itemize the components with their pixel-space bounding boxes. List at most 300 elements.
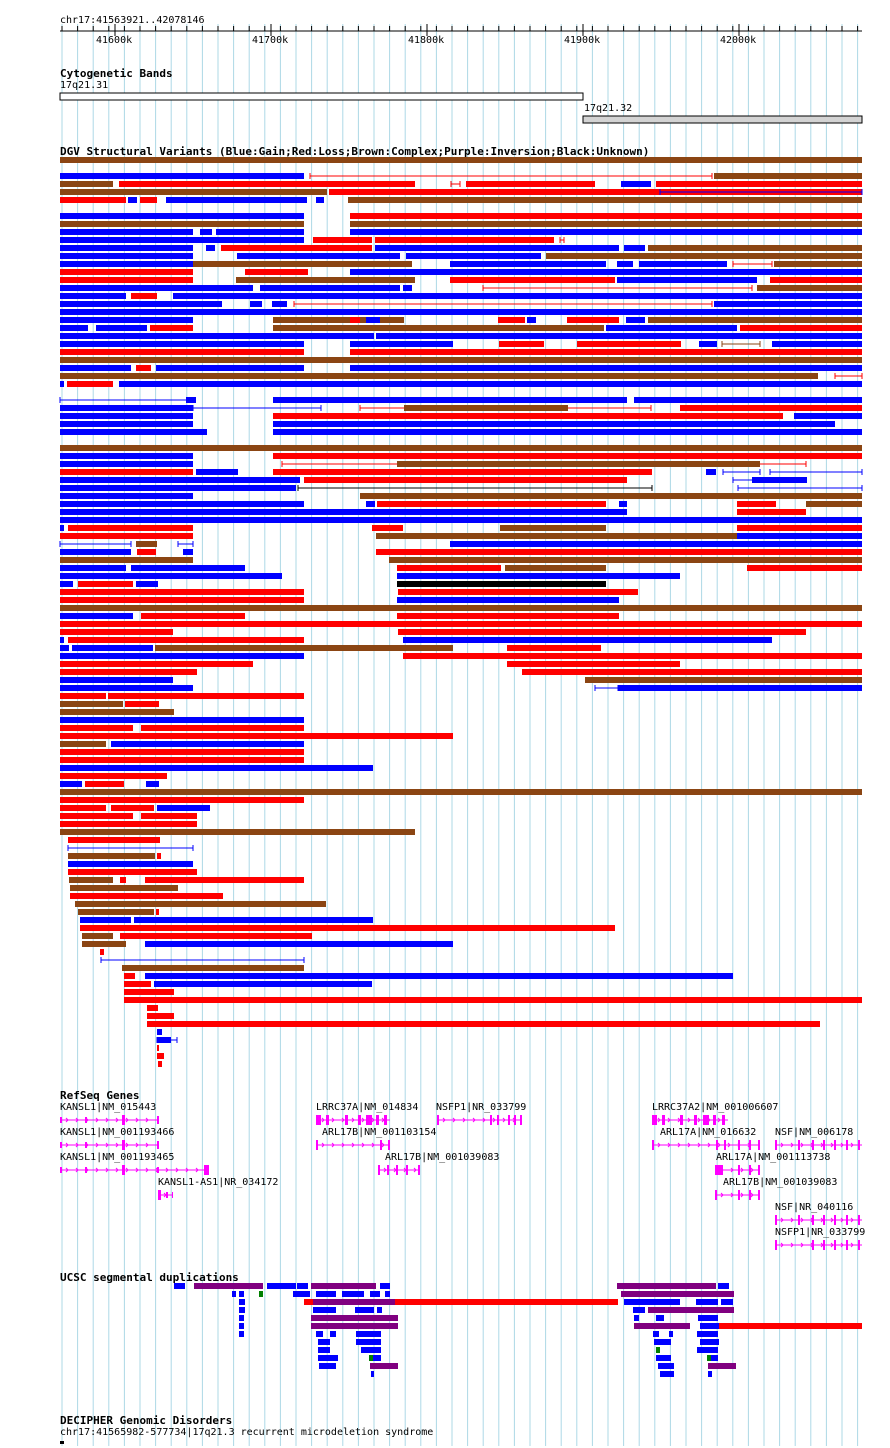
dgv-variant-bar xyxy=(507,645,601,651)
dgv-variant-bar xyxy=(122,965,304,971)
dgv-variant-bar xyxy=(60,453,193,459)
dgv-variant-bar xyxy=(147,1013,174,1019)
dgv-variant-bar xyxy=(147,1021,820,1027)
dgv-variant-bar xyxy=(60,293,126,299)
dgv-variant-bar xyxy=(206,245,215,251)
dgv-variant-bar xyxy=(60,253,193,259)
dgv-variant-bar xyxy=(60,565,126,571)
gene-exon xyxy=(775,1140,777,1150)
segdup-block xyxy=(624,1299,680,1305)
gene-exon xyxy=(758,1140,760,1150)
dgv-variant-bar xyxy=(60,813,133,819)
dgv-variant-bar xyxy=(250,301,262,307)
dgv-variant-bar xyxy=(145,941,453,947)
dgv-variant-bar xyxy=(60,277,193,283)
dgv-variant-bar xyxy=(120,877,126,883)
segdup-block xyxy=(373,1355,381,1361)
gene-exon xyxy=(846,1215,848,1225)
segdup-block xyxy=(700,1339,719,1345)
dgv-variant-bar xyxy=(60,269,193,275)
gene-label[interactable]: ARL17B|NM_001039083 xyxy=(723,1177,838,1188)
dgv-variant-bar xyxy=(740,325,862,331)
gene-exon xyxy=(85,1142,87,1148)
gene-exon xyxy=(378,1165,380,1175)
dgv-variant-bar xyxy=(60,789,862,795)
dgv-variant-bar xyxy=(68,637,304,643)
dgv-variant-bar xyxy=(648,245,862,251)
decipher-entry-label[interactable]: chr17:41565982-577734|17q21.3 recurrent microdeletion syndrome xyxy=(60,1427,434,1438)
dgv-variant-bar xyxy=(131,565,245,571)
dgv-variant-bar xyxy=(60,477,300,483)
gene-label[interactable]: KANSL1|NM_001193465 xyxy=(60,1152,175,1163)
gene-exon xyxy=(749,1165,751,1175)
dgv-variant-bar xyxy=(60,637,64,643)
segdup-block xyxy=(313,1299,395,1305)
gene-exon xyxy=(380,1140,382,1150)
dgv-variant-bar xyxy=(60,317,193,323)
dgv-variant-bar xyxy=(60,341,304,347)
gene-exon xyxy=(122,1165,125,1175)
dgv-variant-bar xyxy=(60,693,106,699)
dgv-variant-bar xyxy=(656,181,862,187)
decipher-feature xyxy=(60,1441,64,1444)
dgv-variant-bar xyxy=(60,365,131,371)
dgv-variant-bar xyxy=(699,341,717,347)
dgv-variant-bar xyxy=(60,213,304,219)
segdup-block xyxy=(707,1355,711,1361)
segdup-block xyxy=(633,1307,645,1313)
gene-exon xyxy=(823,1140,825,1150)
dgv-variant-bar xyxy=(737,525,862,531)
segdup-block xyxy=(356,1339,381,1345)
dgv-variant-bar xyxy=(397,581,606,587)
gene-label[interactable]: NSFP1|NR_033799 xyxy=(775,1227,866,1238)
dgv-variant-bar xyxy=(196,469,238,475)
dgv-variant-bar xyxy=(377,501,606,507)
dgv-variant-bar xyxy=(60,829,415,835)
track-title-segdups[interactable]: UCSC segmental duplications xyxy=(60,1271,239,1284)
segdup-block xyxy=(319,1363,336,1369)
dgv-variant-bar xyxy=(60,557,193,563)
track-title-cytobands[interactable]: Cytogenetic Bands xyxy=(60,67,173,80)
gene-exon xyxy=(384,1115,387,1125)
segdup-block xyxy=(621,1291,734,1297)
dgv-variant-bar xyxy=(350,269,862,275)
gene-exon xyxy=(316,1140,318,1150)
dgv-variant-bar xyxy=(120,933,312,939)
gene-exon xyxy=(520,1115,522,1125)
gene-exon xyxy=(798,1215,800,1225)
dgv-variant-bar xyxy=(60,261,193,267)
dgv-variant-bar xyxy=(313,237,372,243)
dgv-variant-bar xyxy=(350,229,862,235)
dgv-variant-bar xyxy=(60,357,862,363)
dgv-variant-bar xyxy=(166,197,307,203)
gene-label[interactable]: KANSL1-AS1|NR_034172 xyxy=(158,1177,279,1188)
segdup-block xyxy=(708,1363,736,1369)
segdup-block xyxy=(342,1291,364,1297)
dgv-variant-bar xyxy=(60,245,193,251)
gene-exon xyxy=(418,1165,420,1175)
dgv-variant-bar xyxy=(398,589,638,595)
gene-exon xyxy=(715,1190,717,1200)
gene-exon xyxy=(812,1140,814,1150)
dgv-variant-bar xyxy=(273,325,604,331)
segdup-block xyxy=(385,1291,390,1297)
ruler-tick-label: 41700k xyxy=(252,35,289,46)
dgv-variant-bar xyxy=(403,285,412,291)
dgv-variant-bar xyxy=(60,405,193,411)
gene-label[interactable]: ARL17B|NM_001039083 xyxy=(385,1152,500,1163)
dgv-variant-bar xyxy=(546,253,862,259)
segdup-block xyxy=(370,1291,380,1297)
cytoband-label: 17q21.32 xyxy=(584,103,633,114)
dgv-variant-bar xyxy=(157,805,210,811)
dgv-variant-bar xyxy=(186,397,196,403)
segdup-block xyxy=(653,1331,659,1337)
gene-label[interactable]: ARL17A|NM_001113738 xyxy=(716,1152,831,1163)
dgv-variant-bar xyxy=(60,701,123,707)
dgv-variant-bar xyxy=(157,1053,164,1059)
dgv-variant-bar xyxy=(624,245,645,251)
dgv-variant-bar xyxy=(376,333,862,339)
dgv-variant-bar xyxy=(406,253,541,259)
segdup-block xyxy=(356,1331,381,1337)
gene-exon xyxy=(798,1140,800,1150)
gene-exon xyxy=(387,1165,389,1175)
segdup-block xyxy=(316,1331,323,1337)
segdup-block xyxy=(316,1291,336,1297)
dgv-variant-bar xyxy=(60,821,197,827)
gene-exon xyxy=(738,1165,740,1175)
dgv-variant-bar xyxy=(60,469,193,475)
dgv-variant-bar xyxy=(772,341,862,347)
dgv-variant-bar xyxy=(466,181,595,187)
segdup-block xyxy=(660,1371,674,1377)
segdup-block xyxy=(656,1355,671,1361)
dgv-variant-bar xyxy=(82,941,126,947)
dgv-variant-bar xyxy=(60,765,373,771)
dgv-variant-bar xyxy=(634,397,862,403)
dgv-variant-bar xyxy=(398,629,806,635)
dgv-variant-bar xyxy=(527,317,536,323)
dgv-variant-bar xyxy=(157,853,161,859)
dgv-variant-bar xyxy=(680,405,862,411)
segdup-block xyxy=(648,1307,734,1313)
gene-exon xyxy=(812,1240,814,1250)
segdup-block xyxy=(696,1299,718,1305)
gene-exon xyxy=(749,1140,751,1150)
segdup-block xyxy=(361,1347,381,1353)
gene-exon xyxy=(652,1140,654,1150)
dgv-variant-bar xyxy=(60,733,453,739)
segdup-block xyxy=(313,1307,336,1313)
dgv-variant-bar xyxy=(60,725,133,731)
dgv-variant-bar xyxy=(157,1045,159,1051)
gene-exon xyxy=(713,1115,716,1125)
dgv-variant-bar xyxy=(397,573,680,579)
dgv-variant-bar xyxy=(350,349,862,355)
position-label: chr17:41563921..42078146 xyxy=(60,15,205,26)
dgv-variant-bar xyxy=(606,325,737,331)
dgv-variant-bar xyxy=(183,549,193,555)
dgv-variant-bar xyxy=(60,333,374,339)
dgv-variant-bar xyxy=(60,301,222,307)
segdup-block xyxy=(369,1355,373,1361)
gene-exon xyxy=(738,1140,740,1150)
dgv-variant-bar xyxy=(68,869,197,875)
dgv-variant-bar xyxy=(757,285,862,291)
dgv-variant-bar xyxy=(505,565,606,571)
dgv-variant-bar xyxy=(273,413,783,419)
gene-exon xyxy=(775,1240,777,1250)
dgv-variant-bar xyxy=(350,365,862,371)
dgv-variant-bar xyxy=(60,197,126,203)
gene-exon xyxy=(122,1140,125,1150)
dgv-variant-bar xyxy=(60,645,69,651)
dgv-variant-bar xyxy=(80,917,131,923)
dgv-variant-bar xyxy=(245,269,308,275)
dgv-variant-bar xyxy=(304,477,627,483)
dgv-variant-bar xyxy=(747,565,862,571)
segdup-block xyxy=(239,1291,244,1297)
dgv-variant-bar xyxy=(60,749,304,755)
dgv-variant-bar xyxy=(78,581,133,587)
segdup-block xyxy=(617,1283,716,1289)
gene-exon xyxy=(157,1167,159,1173)
dgv-variant-bar xyxy=(450,277,615,283)
segdup-block xyxy=(380,1283,390,1289)
segdup-block xyxy=(311,1283,376,1289)
dgv-variant-bar xyxy=(60,413,193,419)
dgv-variant-bar xyxy=(82,933,113,939)
dgv-variant-bar xyxy=(60,717,304,723)
dgv-variant-bar xyxy=(128,197,137,203)
dgv-variant-bar xyxy=(617,277,757,283)
dgv-variant-bar xyxy=(737,509,806,515)
segdup-block xyxy=(330,1331,336,1337)
dgv-variant-bar xyxy=(134,917,373,923)
gene-exon xyxy=(823,1240,825,1250)
dgv-variant-bar xyxy=(450,541,862,547)
dgv-variant-bar xyxy=(350,213,862,219)
dgv-variant-bar xyxy=(522,669,862,675)
gene-label[interactable]: LRRC37A2|NM_001006607 xyxy=(652,1102,779,1113)
dgv-variant-bar xyxy=(770,277,862,283)
dgv-variant-bar xyxy=(70,885,178,891)
dgv-variant-bar xyxy=(350,317,360,323)
segdup-block xyxy=(377,1307,382,1313)
dgv-variant-bar xyxy=(60,501,304,507)
dgv-variant-bar xyxy=(173,293,862,299)
ruler-tick-label: 41900k xyxy=(564,35,601,46)
dgv-variant-bar xyxy=(124,981,151,987)
dgv-variant-bar xyxy=(403,637,772,643)
dgv-variant-bar xyxy=(108,693,304,699)
dgv-variant-bar xyxy=(156,909,159,915)
gene-exon xyxy=(490,1115,492,1125)
gene-exon xyxy=(326,1115,329,1125)
dgv-variant-bar xyxy=(375,237,554,243)
dgv-variant-bar xyxy=(216,229,304,235)
segdup-block xyxy=(697,1331,718,1337)
segdup-block xyxy=(267,1283,296,1289)
gene-exon xyxy=(166,1192,168,1198)
dgv-variant-bar xyxy=(60,285,253,291)
segmental-duplications xyxy=(174,1283,862,1377)
dgv-variant-bar xyxy=(60,549,131,555)
dgv-variant-bar xyxy=(450,261,606,267)
gene-exon xyxy=(158,1190,161,1200)
dgv-variant-bar xyxy=(60,525,64,531)
segdup-block xyxy=(259,1291,263,1297)
gene-exon xyxy=(406,1165,408,1175)
gene-exon xyxy=(85,1167,87,1173)
segdup-block xyxy=(721,1299,733,1305)
segdup-block xyxy=(719,1323,862,1329)
gene-label[interactable]: NSF|NM_006178 xyxy=(775,1127,854,1138)
segdup-block xyxy=(370,1363,398,1369)
dgv-variant-bar xyxy=(136,581,158,587)
dgv-variant-bar xyxy=(806,501,862,507)
segdup-block xyxy=(708,1371,712,1377)
dgv-variant-bar xyxy=(397,565,501,571)
dgv-variant-bar xyxy=(157,1029,162,1035)
dgv-variant-bar xyxy=(60,621,862,627)
gene-exon xyxy=(775,1215,777,1225)
segdup-block xyxy=(656,1315,664,1321)
dgv-variant-bar xyxy=(157,1037,171,1043)
gene-exon xyxy=(172,1192,173,1198)
gene-exon xyxy=(694,1115,697,1125)
dgv-variant-bar xyxy=(68,853,155,859)
gene-label[interactable]: ARL17A|NM_016632 xyxy=(660,1127,757,1138)
dgv-variant-bar xyxy=(141,725,304,731)
gene-exon xyxy=(680,1115,683,1125)
dgv-variant-bar xyxy=(68,525,193,531)
gene-label[interactable]: LRRC37A|NM_014834 xyxy=(316,1102,419,1113)
gene-exon xyxy=(738,1190,740,1200)
gene-exon xyxy=(749,1190,751,1200)
dgv-variant-bar xyxy=(60,533,193,539)
dgv-variant-bar xyxy=(774,261,862,267)
dgv-variant-bar xyxy=(567,317,619,323)
dgv-variant-bar xyxy=(136,541,157,547)
segdup-block xyxy=(239,1315,244,1321)
dgv-variant-bar xyxy=(397,461,760,467)
dgv-variant-bar xyxy=(366,317,380,323)
track-title-dgv[interactable]: DGV Structural Variants (Blue:Gain;Red:Loss;Brown:Complex;Purple:Inversion;Black:Unknown) xyxy=(60,145,650,158)
dgv-variant-bar xyxy=(85,781,124,787)
dgv-variant-bar xyxy=(60,381,64,387)
cytoband-17q21.32 xyxy=(583,116,862,123)
dgv-variant-bar xyxy=(68,861,193,867)
track-title-refseq[interactable]: RefSeq Genes xyxy=(60,1089,140,1102)
dgv-variant-bar xyxy=(577,341,681,347)
dgv-variant-bar xyxy=(60,805,106,811)
dgv-variant-bar xyxy=(60,677,173,683)
gene-exon xyxy=(514,1115,516,1125)
dgv-variant-bar xyxy=(648,317,862,323)
gene-label[interactable]: ARL17B|NM_001103154 xyxy=(322,1127,437,1138)
gene-exon xyxy=(60,1167,62,1173)
gene-exon xyxy=(60,1117,62,1123)
gene-exon xyxy=(345,1115,348,1125)
dgv-variant-bar xyxy=(389,557,862,563)
dgv-variant-bar xyxy=(70,893,223,899)
dgv-variant-bar xyxy=(193,261,412,267)
dgv-variant-bar xyxy=(124,973,135,979)
dgv-variant-bar xyxy=(156,365,304,371)
gene-exon xyxy=(846,1140,848,1150)
gene-exon xyxy=(358,1115,361,1125)
segdup-block xyxy=(239,1331,244,1337)
segdup-block xyxy=(697,1347,718,1353)
dgv-variant-bar xyxy=(60,325,88,331)
dgv-variant-bar xyxy=(621,181,651,187)
dgv-variant-bar xyxy=(273,317,404,323)
track-title-decipher[interactable]: DECIPHER Genomic Disorders xyxy=(60,1414,233,1427)
dgv-variant-bar xyxy=(60,669,197,675)
dgv-variant-bar xyxy=(60,493,193,499)
gene-exon xyxy=(724,1140,726,1150)
segdup-block xyxy=(658,1363,674,1369)
dgv-variant-bar xyxy=(272,301,287,307)
segdup-block xyxy=(311,1315,398,1321)
segdup-block xyxy=(239,1323,244,1329)
gene-label[interactable]: KANSL1|NM_001193466 xyxy=(60,1127,175,1138)
segdup-block xyxy=(718,1283,729,1289)
dgv-variant-bar xyxy=(498,317,525,323)
dgv-variant-bar xyxy=(60,373,818,379)
dgv-variant-bar xyxy=(350,341,453,347)
dgv-variant-bar xyxy=(125,701,159,707)
segdup-block xyxy=(698,1315,718,1321)
gene-label[interactable]: KANSL1|NM_015443 xyxy=(60,1102,157,1113)
dgv-variant-bar xyxy=(360,493,862,499)
dgv-variant-bar xyxy=(273,421,835,427)
dgv-variant-bar xyxy=(618,685,862,691)
gene-exon xyxy=(508,1115,510,1125)
dgv-variant-bar xyxy=(500,525,606,531)
gene-exon xyxy=(376,1115,379,1125)
dgv-variant-bar xyxy=(273,453,862,459)
segdup-block xyxy=(669,1331,673,1337)
dgv-variant-bar xyxy=(147,1005,158,1011)
segdup-block xyxy=(656,1347,660,1353)
gene-exon xyxy=(703,1115,709,1125)
dgv-variant-bar xyxy=(72,645,153,651)
ruler-tick-label: 41600k xyxy=(96,35,133,46)
dgv-variant-bar xyxy=(80,925,615,931)
gene-exon xyxy=(823,1215,825,1225)
dgv-variant-bar xyxy=(124,997,862,1003)
dgv-variant-bar xyxy=(60,509,627,515)
dgv-variant-bar xyxy=(619,501,627,507)
dgv-variant-bar xyxy=(60,309,862,315)
dgv-variant-bar xyxy=(60,597,304,603)
ruler-tick-label: 41800k xyxy=(408,35,445,46)
gene-label[interactable]: NSF|NR_040116 xyxy=(775,1202,854,1213)
dgv-variant-bar xyxy=(350,221,862,227)
segdup-block xyxy=(318,1355,338,1361)
gene-exon xyxy=(652,1115,657,1125)
gene-exon xyxy=(662,1115,665,1125)
dgv-variant-bar xyxy=(137,549,156,555)
dgv-variant-bar xyxy=(60,773,167,779)
gene-exon xyxy=(497,1115,499,1125)
gene-label[interactable]: NSFP1|NR_033799 xyxy=(436,1102,527,1113)
